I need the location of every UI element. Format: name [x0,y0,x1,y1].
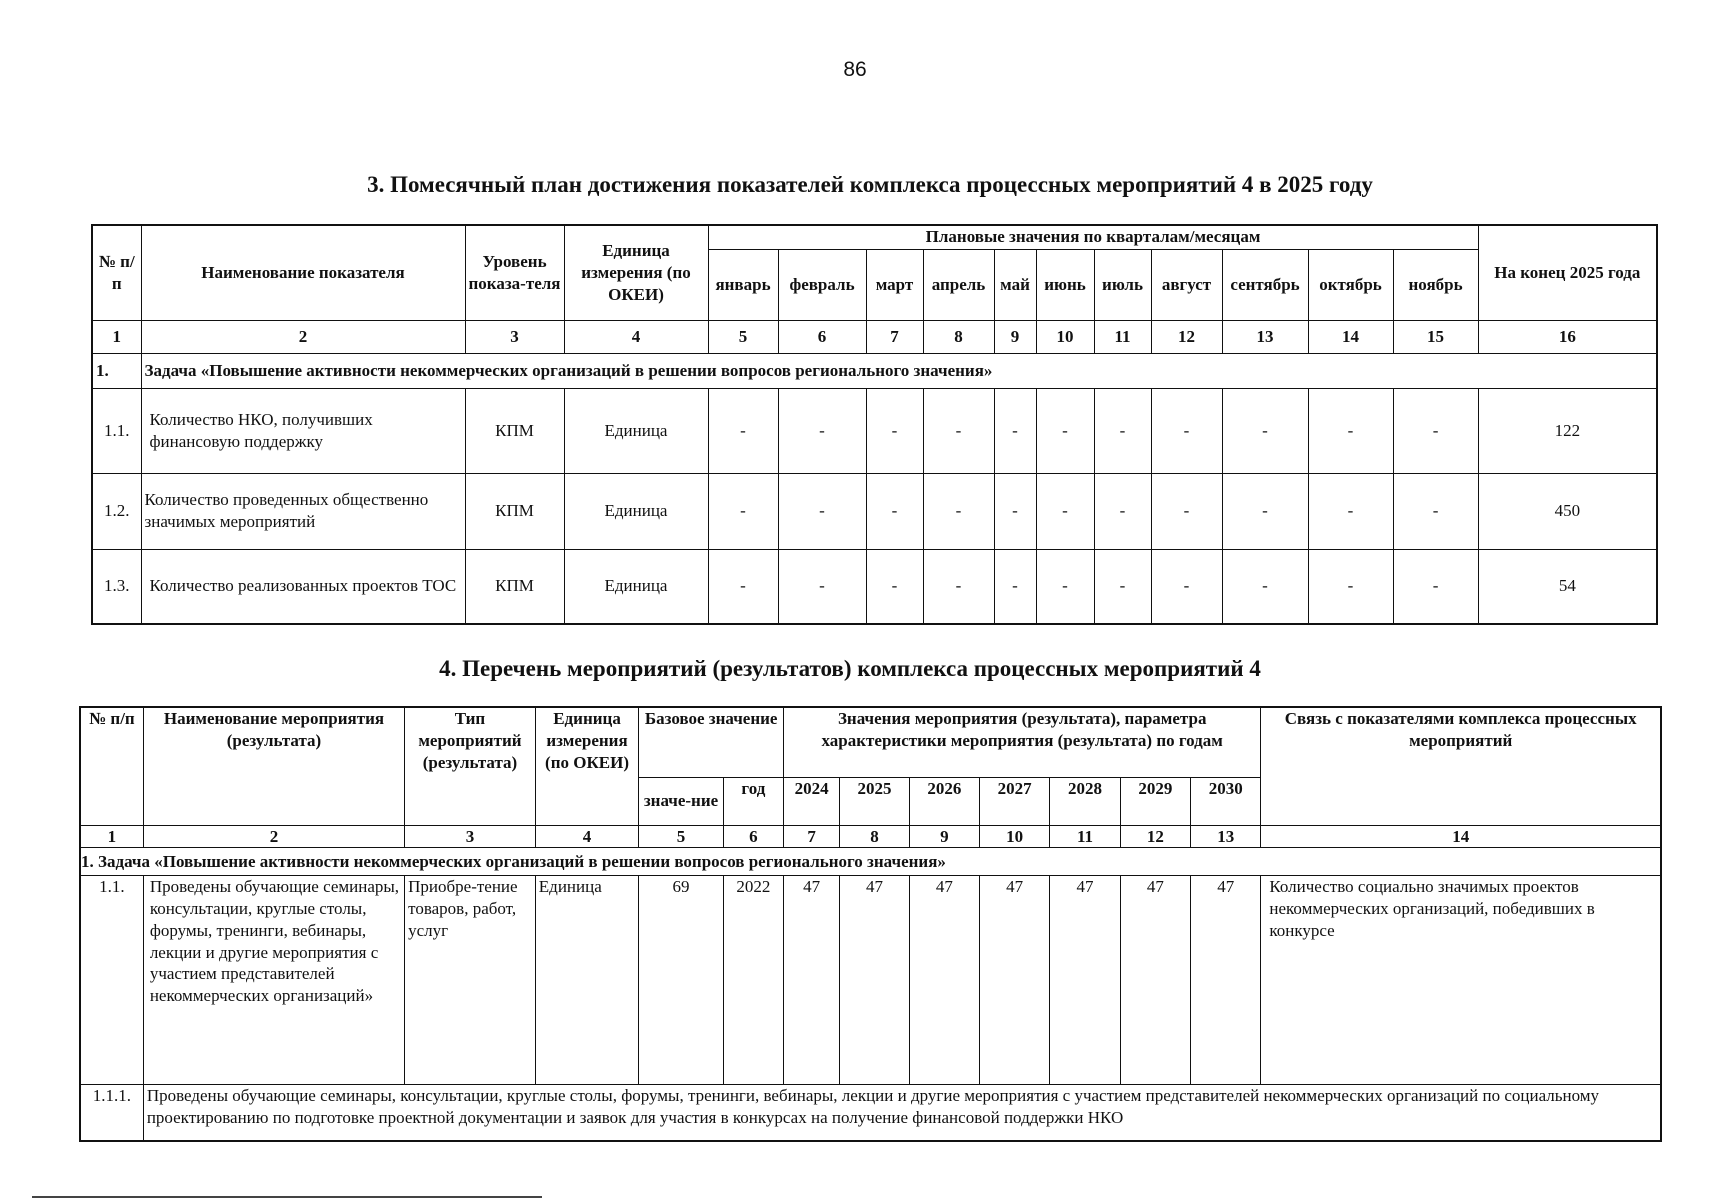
header-year: 2030 [1191,777,1261,825]
row-year-value: 47 [1050,876,1120,1085]
header-month: февраль [778,249,866,320]
col-number: 4 [564,320,708,353]
header-year: 2025 [840,777,909,825]
header-name: Наименование показателя [141,225,465,320]
col-number: 12 [1120,825,1190,848]
row-num: 1.1. [80,876,143,1085]
monthly-plan-table [91,224,1658,625]
header-month: август [1151,249,1222,320]
row-month: - [708,388,778,473]
col-number: 14 [1261,825,1661,848]
header-month: июль [1094,249,1151,320]
header-values: Значения мероприятия (результата), параметра характеристики мероприятия (результата) по годам [784,707,1261,777]
row-num: 1.2. [92,473,141,549]
row-month: - [708,549,778,624]
row-base-value: 69 [639,876,723,1085]
row-month: - [1036,549,1094,624]
header-plan: Плановые значения по кварталам/месяцам [708,225,1478,249]
col-number: 3 [405,825,536,848]
header-link: Связь с показателями комплекса процессных мероприятий [1261,707,1661,825]
row-month: - [1222,388,1308,473]
table-row [92,388,1657,473]
task-text: 1. Задача «Повышение активности некоммерческих организаций в решении вопросов регионального значения» [80,848,1661,876]
row-name: Количество проведенных общественно значимых мероприятий [141,473,465,549]
header-year: 2027 [979,777,1049,825]
header-year: 2024 [784,777,840,825]
header-year: 2026 [909,777,979,825]
header-year: 2029 [1120,777,1190,825]
table-row [92,473,1657,549]
row-month: - [1393,388,1478,473]
row-unit: Единица [564,473,708,549]
col-number: 7 [866,320,923,353]
subrow-text: Проведены обучающие семинары, консультации, круглые столы, форумы, тренинги, вебинары, лекции и другие мероприятия с участием представителей некоммерческих организаций по социальному проектированию по подготовке проектной документации и заявок для участия в конкурсах на получение финансовой поддержки НКО [143,1085,1661,1141]
header-month: март [866,249,923,320]
row-month: - [1222,473,1308,549]
row-month: - [994,549,1036,624]
row-month: - [866,388,923,473]
row-month: - [1036,473,1094,549]
row-month: - [778,549,866,624]
col-number: 6 [723,825,783,848]
row-year-value: 47 [784,876,840,1085]
row-month: - [1393,473,1478,549]
row-month: - [1393,549,1478,624]
row-month: - [1094,388,1151,473]
row-year-value: 47 [1120,876,1190,1085]
row-month: - [866,473,923,549]
row-end: 54 [1478,549,1657,624]
section4-title: 4. Перечень мероприятий (результатов) комплекса процессных мероприятий 4 [439,656,1261,681]
col-number: 6 [778,320,866,353]
header-month: сентябрь [1222,249,1308,320]
header-month: май [994,249,1036,320]
col-number: 15 [1393,320,1478,353]
row-unit: Единица [564,549,708,624]
row-link: Количество социально значимых проектов некоммерческих организаций, победивших в конкурсе [1261,876,1661,1085]
header-num: № п/п [80,707,143,825]
col-number: 10 [1036,320,1094,353]
row-year-value: 47 [840,876,909,1085]
row-month: - [923,388,994,473]
header-year: 2028 [1050,777,1120,825]
col-number: 1 [92,320,141,353]
row-name: Количество НКО, получивших финансовую поддержку [141,388,465,473]
row-name: Проведены обучающие семинары, консультации, круглые столы, форумы, тренинги, вебинары, лекции и другие мероприятия с участием представителей некоммерческих организаций» [143,876,404,1085]
row-year-value: 47 [909,876,979,1085]
header-month: июнь [1036,249,1094,320]
table-row [80,876,1661,1085]
table-row [92,549,1657,624]
row-month: - [923,473,994,549]
col-number: 8 [923,320,994,353]
col-number: 8 [840,825,909,848]
header-base-value: значе-ние [639,777,723,825]
col-number: 4 [535,825,639,848]
row-month: - [923,549,994,624]
row-base-year: 2022 [723,876,783,1085]
row-level: КПМ [465,388,564,473]
table-row [80,1085,1661,1141]
col-number: 13 [1222,320,1308,353]
page-number: 86 [843,58,867,81]
row-month: - [778,473,866,549]
col-number: 2 [141,320,465,353]
row-month: - [708,473,778,549]
row-month: - [994,473,1036,549]
header-type: Тип мероприятий (результата) [405,707,536,825]
row-unit: Единица [535,876,639,1085]
row-month: - [778,388,866,473]
col-number: 11 [1050,825,1120,848]
col-number: 5 [639,825,723,848]
row-level: КПМ [465,473,564,549]
header-month: январь [708,249,778,320]
section3-title: 3. Помесячный план достижения показателей комплекса процессных мероприятий 4 в 2025 году [367,172,1373,197]
row-year-value: 47 [1191,876,1261,1085]
row-month: - [1308,388,1393,473]
row-end: 122 [1478,388,1657,473]
row-num: 1.1. [92,388,141,473]
row-month: - [1222,549,1308,624]
col-number: 12 [1151,320,1222,353]
header-base: Базовое значение [639,707,784,777]
header-end: На конец 2025 года [1478,225,1657,320]
col-number: 14 [1308,320,1393,353]
col-number: 13 [1191,825,1261,848]
row-num: 1.3. [92,549,141,624]
row-month: - [1151,388,1222,473]
row-level: КПМ [465,549,564,624]
row-name: Количество реализованных проектов ТОС [141,549,465,624]
header-num: № п/п [92,225,141,320]
col-number: 3 [465,320,564,353]
header-unit: Единица измерения (по ОКЕИ) [564,225,708,320]
header-month: апрель [923,249,994,320]
row-unit: Единица [564,388,708,473]
activities-table [79,706,1662,1142]
header-month: ноябрь [1393,249,1478,320]
col-number: 16 [1478,320,1657,353]
header-base-year: год [723,777,783,825]
row-year-value: 47 [979,876,1049,1085]
row-month: - [1308,473,1393,549]
col-number: 11 [1094,320,1151,353]
header-month: октябрь [1308,249,1393,320]
col-number: 9 [994,320,1036,353]
row-month: - [1308,549,1393,624]
row-month: - [1151,549,1222,624]
header-name: Наименование мероприятия (результата) [143,707,404,825]
col-number: 10 [979,825,1049,848]
row-month: - [1151,473,1222,549]
col-number: 1 [80,825,143,848]
col-number: 9 [909,825,979,848]
header-level: Уровень показа-теля [465,225,564,320]
bottom-rule [32,1196,542,1198]
col-number: 5 [708,320,778,353]
task-text: Задача «Повышение активности некоммерческих организаций в решении вопросов регионального значения» [141,353,1657,388]
row-month: - [866,549,923,624]
row-end: 450 [1478,473,1657,549]
row-month: - [1094,473,1151,549]
header-unit: Единица измерения (по ОКЕИ) [535,707,639,825]
subrow-num: 1.1.1. [80,1085,143,1141]
row-month: - [994,388,1036,473]
col-number: 7 [784,825,840,848]
col-number: 2 [143,825,404,848]
row-month: - [1036,388,1094,473]
row-type: Приобре-тение товаров, работ, услуг [405,876,536,1085]
row-month: - [1094,549,1151,624]
task-num: 1. [92,353,141,388]
